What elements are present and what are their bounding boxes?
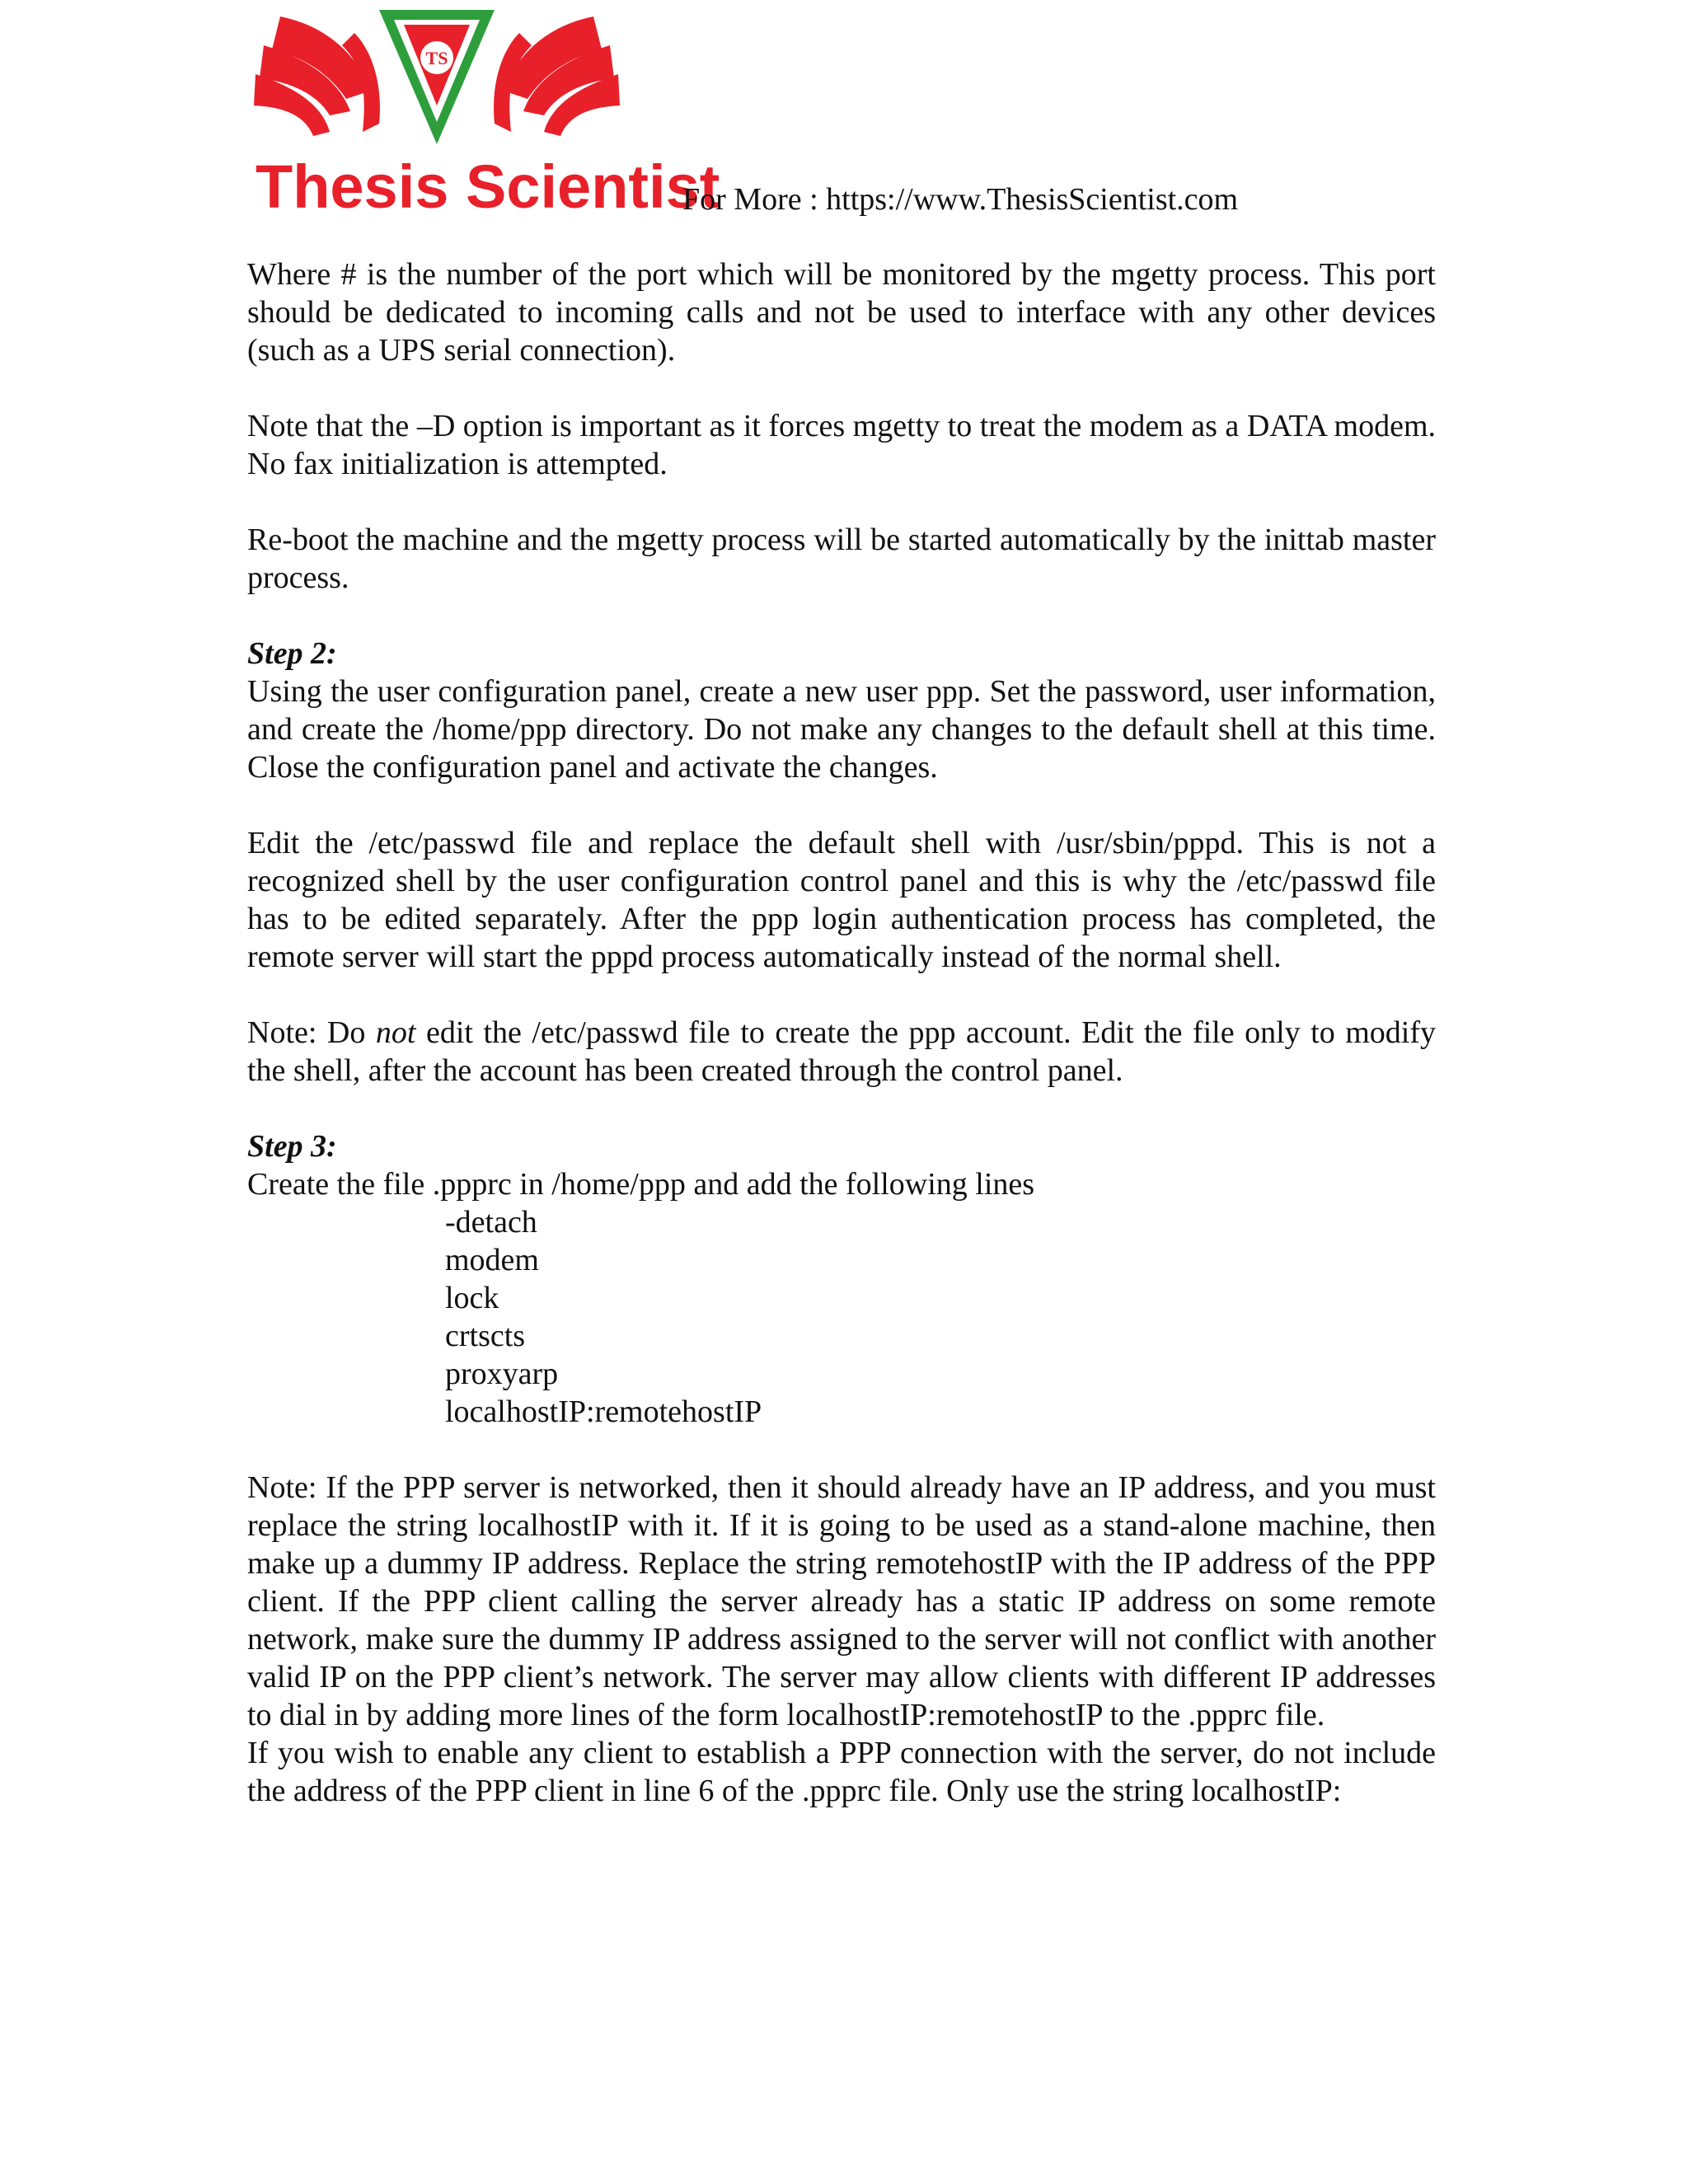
ppprc-line: crtscts (445, 1319, 526, 1353)
note-emphasis: not (375, 1015, 416, 1050)
header-website-link[interactable]: For More : https://www.ThesisScientist.com (682, 182, 1239, 217)
paragraph-create-ppprc: Create the file .ppprc in /home/ppp and add the following lines (247, 1167, 1035, 1202)
step-2-heading: Step 2: (247, 636, 337, 671)
note-text-a: Note: Do (247, 1015, 376, 1050)
paragraph-d-option-note: Note that the –D option is important as it forces mgetty to treat the modem as a DATA modem. No fax initialization is attempted. (247, 409, 1436, 481)
ppprc-line: lock (445, 1281, 499, 1315)
ppprc-lines (445, 1203, 1436, 1431)
ppprc-line: -detach (445, 1205, 537, 1240)
paragraph-edit-passwd: Edit the /etc/passwd file and replace the default shell with /usr/sbin/pppd. This is not a recognized shell by the user configuration control panel and this is why the /etc/passwd file has to be edited separately. After the ppp login authentication process has completed, the remote server will start the pppd process automatically instead of the normal shell. (247, 826, 1436, 974)
thesis-scientist-logo (247, 0, 720, 221)
ppprc-line: modem (445, 1243, 539, 1277)
paragraph-any-client: If you wish to enable any client to establish a PPP connection with the server, do not include the address of the PPP client in line 6 of the .ppprc file. Only use the string localhostIP: (247, 1736, 1436, 1808)
paragraph-create-user: Using the user configuration panel, create a new user ppp. Set the password, user information, and create the /home/ppp directory. Do not make any changes to the default shell at this time. Close the configuration panel and activate the changes. (247, 674, 1436, 785)
document-body (247, 255, 1436, 1848)
step-3-heading: Step 3: (247, 1129, 337, 1164)
ppprc-line: proxyarp (445, 1357, 559, 1391)
ppprc-line: localhostIP:remotehostIP (445, 1394, 762, 1429)
paragraph-ip-note: Note: If the PPP server is networked, then it should already have an IP address, and you must replace the string localhostIP with it. If it is going to be used as a stand-alone machine, then make up a dummy IP address. Replace the string remotehostIP with the IP address of the PPP client. If the PPP client calling the server already has a static IP address on some remote network, make sure the dummy IP address assigned to the server will not conflict with another valid IP on the PPP client’s network. The server may allow clients with different IP addresses to dial in by adding more lines of the form localhostIP:remotehostIP to the .ppprc file. (247, 1470, 1436, 1732)
paragraph-port-description: Where # is the number of the port which will be monitored by the mgetty process. This port should be dedicated to incoming calls and not be used to interface with any other devices (such as a UPS serial connection). (247, 257, 1436, 368)
svg-text:TS: TS (425, 48, 448, 68)
note-text-b: edit the /etc/passwd file to create the ppp account. Edit the file only to modify the shell, after the account has been created through the control panel. (247, 1015, 1436, 1088)
paragraph-passwd-note (247, 1014, 1436, 1090)
paragraph-reboot: Re-boot the machine and the mgetty process will be started automatically by the inittab master process. (247, 523, 1436, 595)
logo-wordmark: Thesis Scientist (256, 152, 720, 221)
